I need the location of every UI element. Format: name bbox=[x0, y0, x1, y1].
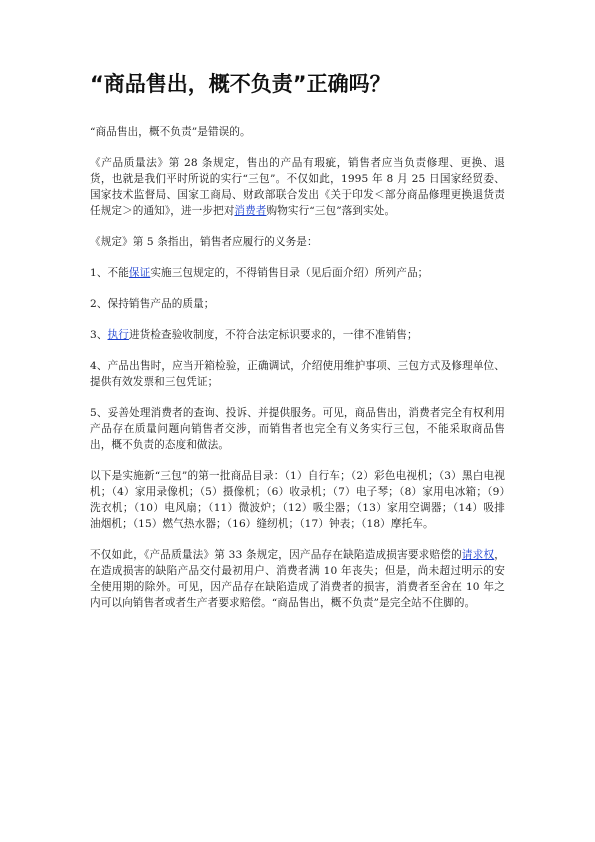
obligation-item-4: 4、产品出售时，应当开箱检验，正确调试，介绍使用维护事项、三包方式及修理单位、提供有效发票和三包凭证； bbox=[90, 360, 505, 388]
product-catalog-paragraph: 以下是实施新“三包”的第一批商品目录：（1）自行车；（2）彩色电视机；（3）黑白电视机；（4）家用录像机；（5）摄像机；（6）收录机；（7）电子琴；（8）家用电冰箱；（9）洗衣机；（10）电风扇；（11）微波炉；（12）吸尘器；（13）家用空调器；（14）吸排油烟机；（15）燃气热水器；（16）缝纫机；（17）钟表；（18）摩托车。 bbox=[90, 470, 505, 530]
text-segment: 《产品质量法》第 28 条规定，售出的产品有瑕疵，销售者应当负责修理、更换、退货，也就是我们平时所说的实行“三包”。不仅如此，1995 年 8 月 25 日国家经贸委、国家技术监督局、国家工商局、财政部联合发出《关于印发＜部分商品修理更换退货责任规定＞的通知》，进一步把对 bbox=[90, 157, 505, 217]
text-segment: 1、不能 bbox=[90, 267, 129, 279]
law-article-28-paragraph bbox=[90, 155, 505, 219]
obligation-item-1 bbox=[90, 265, 505, 281]
text-segment: 3、 bbox=[90, 329, 108, 341]
text-segment: 购物实行“三包”落到实处。 bbox=[266, 205, 396, 217]
regulation-article-5-paragraph: 《规定》第 5 条指出，销售者应履行的义务是： bbox=[90, 236, 318, 248]
text-segment: 不仅如此，《产品质量法》第 33 条规定，因产品存在缺陷造成损害要求赔偿的 bbox=[90, 549, 462, 561]
text-segment: 进货检查验收制度，不符合法定标识要求的，一律不准销售； bbox=[128, 329, 418, 341]
consumer-link[interactable]: 消费者 bbox=[234, 205, 267, 217]
law-article-33-paragraph bbox=[90, 547, 505, 611]
intro-paragraph: “商品售出，概不负责”是错误的。 bbox=[90, 126, 251, 138]
obligation-item-2: 2、保持销售产品的质量； bbox=[90, 298, 215, 310]
claim-right-link[interactable]: 请求权 bbox=[461, 549, 495, 561]
obligation-item-3 bbox=[90, 327, 505, 343]
guarantee-link[interactable]: 保证 bbox=[128, 267, 151, 279]
page-title: “商品售出，概不负责”正确吗？ bbox=[90, 72, 391, 96]
text-segment: ，在造成损害的缺陷产品交付最初用户、消费者满 10 年丧失；但是，尚未超过明示的安全使用期的除外。可见，因产品存在缺陷造成了消费者的损害，消费者至舍在 10 年之内可以向销售者或者生产者要求赔偿。“商品售出，概不负责”是完全站不住脚的。 bbox=[90, 549, 505, 609]
text-segment: 实施三包规定的，不得销售目录（见后面介绍）所列产品； bbox=[150, 267, 429, 279]
execute-link[interactable]: 执行 bbox=[107, 329, 129, 341]
obligation-item-5: 5、妥善处理消费者的查询、投诉、并提供服务。可见，商品售出，消费者完全有权利用产品存在质量问题向销售者交涉，而销售者也完全有义务实行三包，不能采取商品售出，概不负责的态度和做法。 bbox=[90, 407, 505, 451]
